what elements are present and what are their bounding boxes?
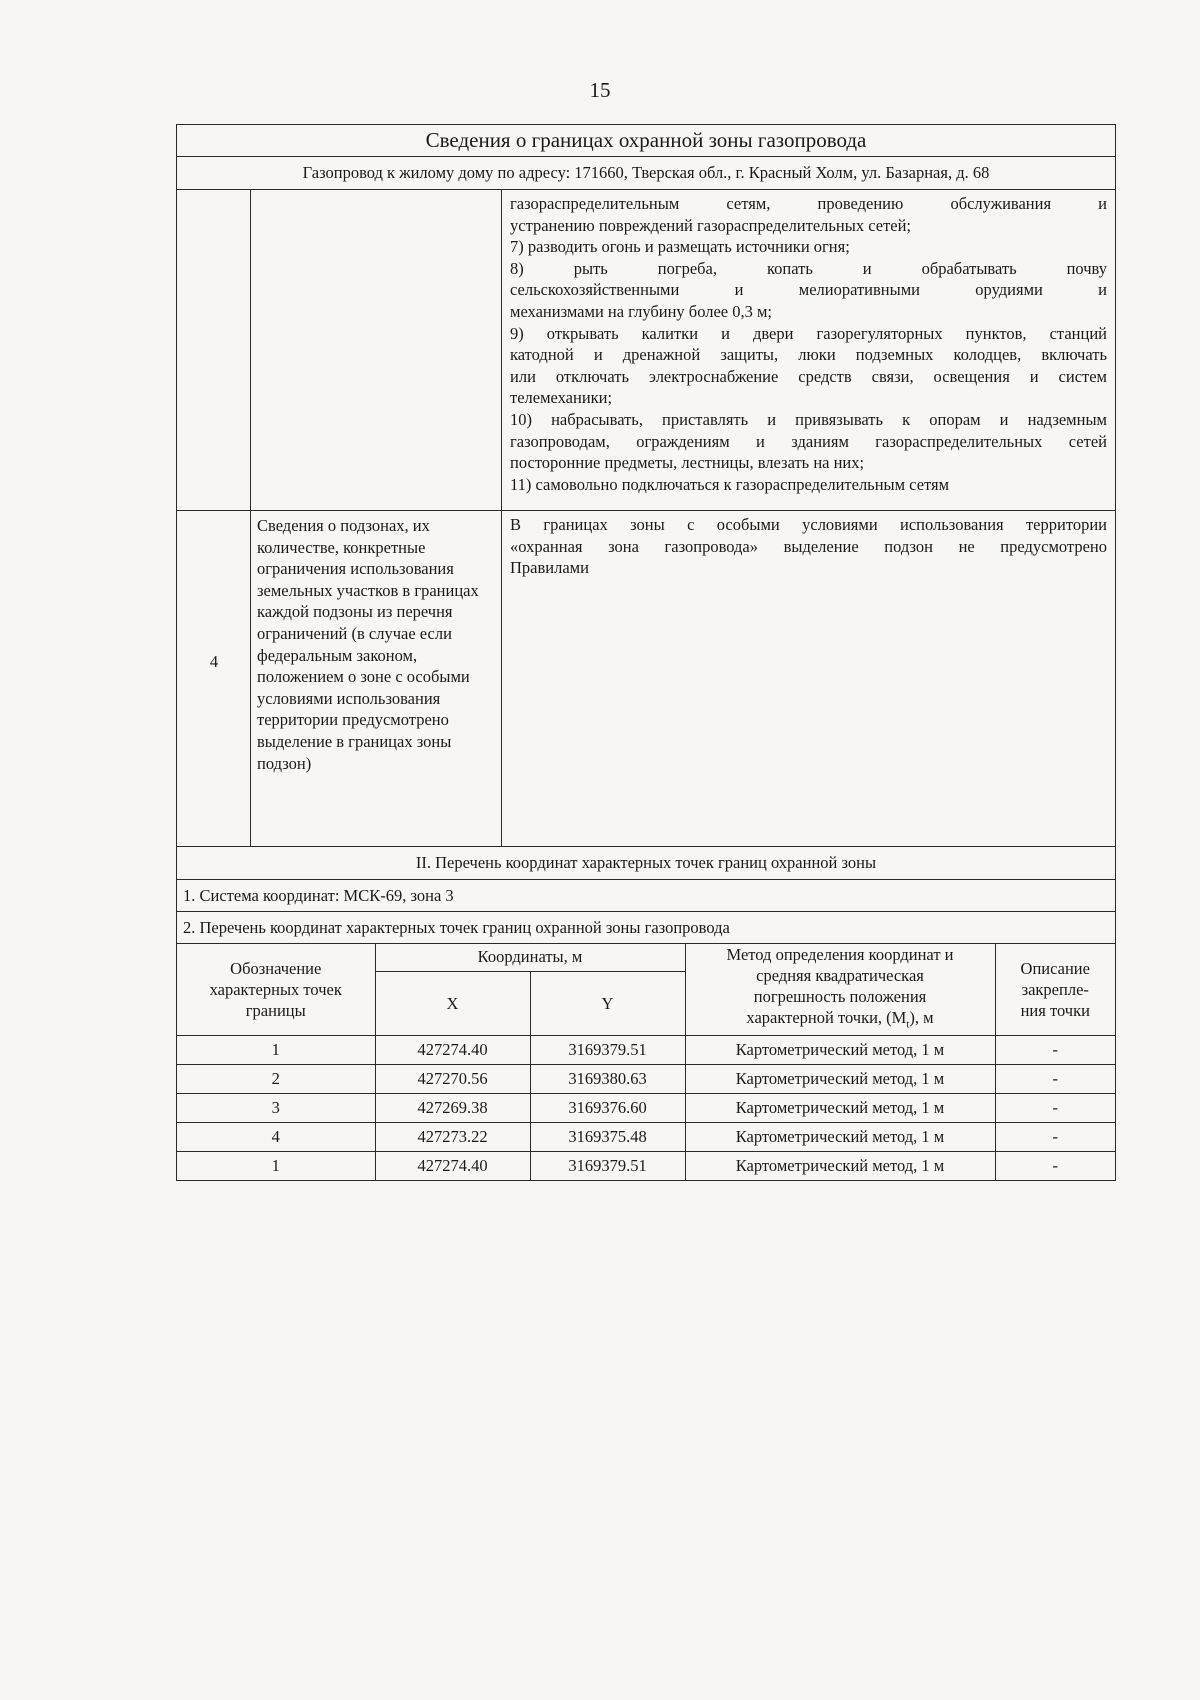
document-title: Сведения о границах охранной зоны газопровода bbox=[177, 125, 1115, 157]
cell-description: - bbox=[995, 1094, 1115, 1123]
coordinates-list-title: 2. Перечень координат характерных точек границ охранной зоны газопровода bbox=[177, 912, 1115, 944]
label-line: перечня ограничений (в bbox=[257, 602, 453, 643]
row-number-cell-empty bbox=[177, 190, 251, 510]
cell-description: - bbox=[995, 1036, 1115, 1065]
label-line: ограничения bbox=[257, 559, 347, 579]
text-line: сельскохозяйственными и мелиоративными орудиями и bbox=[510, 280, 1107, 300]
text-line: 10) набрасывать, приставлять и привязывать к опорам и надземным bbox=[510, 409, 1107, 429]
label-line: участков в границах bbox=[336, 580, 479, 600]
cell-y: 3169380.63 bbox=[530, 1065, 685, 1094]
table-row bbox=[177, 1094, 1115, 1123]
text-line: 9) открывать калитки и двери газорегуляторных пунктов, станций bbox=[510, 323, 1107, 343]
cell-point: 2 bbox=[177, 1065, 375, 1094]
table-row bbox=[177, 1036, 1115, 1065]
section-2-title: II. Перечень координат характерных точек границ охранной зоны bbox=[177, 847, 1115, 880]
subzones-row bbox=[177, 511, 1115, 847]
page-number: 15 bbox=[589, 78, 611, 102]
cell-point: 1 bbox=[177, 1036, 375, 1065]
cell-method: Картометрический метод, 1 м bbox=[685, 1094, 995, 1123]
label-line: количестве, конкретные bbox=[257, 537, 426, 557]
text-line: 8) рыть погреба, копать и обрабатывать почву bbox=[510, 258, 1107, 278]
cell-x: 427274.40 bbox=[375, 1036, 530, 1065]
text-line: 11) самовольно подключаться к газораспределительным сетям bbox=[510, 474, 950, 494]
coordinate-system: 1. Система координат: МСК-69, зона 3 bbox=[177, 880, 1115, 912]
protection-zone-document bbox=[176, 124, 1116, 1181]
label-line: зоне с особыми bbox=[360, 667, 470, 687]
header-method: Метод определения координат и средняя квадратическая погрешность положения характерной точки, $(M_t)$, м bbox=[685, 944, 995, 1036]
label-line: предусмотрено выделение bbox=[257, 710, 449, 751]
text-line: катодной и дренажной защиты, люки подземных колодцев, включать bbox=[510, 345, 1107, 365]
subzones-value bbox=[502, 511, 1115, 846]
cell-x: 427269.38 bbox=[375, 1094, 530, 1123]
cell-y: 3169375.48 bbox=[530, 1123, 685, 1152]
label-line: использования земельных bbox=[257, 559, 454, 600]
header-x: X bbox=[375, 971, 530, 1035]
value-line: Правилами bbox=[510, 558, 589, 578]
text-line: посторонние предметы, лестницы, влезать на них; bbox=[510, 453, 865, 473]
label-line: каждой подзоны из bbox=[257, 602, 393, 622]
subzones-label bbox=[251, 511, 502, 846]
cell-description: - bbox=[995, 1152, 1115, 1181]
cell-method: Картометрический метод, 1 м bbox=[685, 1152, 995, 1181]
cell-description: - bbox=[995, 1065, 1115, 1094]
label-line: случае если федеральным bbox=[257, 623, 452, 665]
cell-x: 427273.22 bbox=[375, 1123, 530, 1152]
label-line: в границах зоны подзон) bbox=[257, 731, 452, 773]
table-row bbox=[177, 1152, 1115, 1181]
cell-point: 3 bbox=[177, 1094, 375, 1123]
row-number-cell bbox=[177, 511, 251, 846]
text-line: газопроводам, ограждениям и зданиям газораспределительных сетей bbox=[510, 431, 1107, 451]
label-line: условиями использования bbox=[257, 688, 441, 708]
header-coordinates: Координаты, м bbox=[375, 944, 685, 971]
cell-method: Картометрический метод, 1 м bbox=[685, 1065, 995, 1094]
text-line: 7) разводить огонь и размещать источники огня; bbox=[510, 237, 850, 257]
coordinates-table bbox=[177, 944, 1115, 1181]
gas-pipeline-address: Газопровод к жилому дому по адресу: 171660, Тверская обл., г. Красный Холм, ул. Базарная, д. 68 bbox=[177, 157, 1115, 190]
header-y: Y bbox=[530, 971, 685, 1035]
cell-y: 3169379.51 bbox=[530, 1036, 685, 1065]
text-line: механизмами на глубину более 0,3 м; bbox=[510, 301, 773, 321]
cell-y: 3169379.51 bbox=[530, 1152, 685, 1181]
row-number: 4 bbox=[209, 652, 219, 671]
cell-x: 427270.56 bbox=[375, 1065, 530, 1094]
restrictions-continued-row bbox=[177, 190, 1115, 511]
restrictions-text bbox=[502, 190, 1115, 510]
row-label-cell-empty bbox=[251, 190, 502, 510]
text-line: или отключать электроснабжение средств связи, освещения и систем bbox=[510, 366, 1107, 386]
header-description: Описание закрепле- ния точки bbox=[995, 944, 1115, 1036]
label-line: территории bbox=[257, 710, 339, 730]
value-line: В границах зоны с особыми условиями использования территории bbox=[510, 515, 1107, 534]
text-line: газораспределительным сетям, проведению обслуживания и bbox=[510, 194, 1107, 213]
text-line: телемеханики; bbox=[510, 388, 613, 408]
cell-point: 4 bbox=[177, 1123, 375, 1152]
label-line: Сведения о подзонах, их bbox=[257, 516, 430, 535]
value-line: «охранная зона газопровода» выделение подзон не предусмотрено bbox=[510, 536, 1107, 556]
cell-method: Картометрический метод, 1 м bbox=[685, 1036, 995, 1065]
table-row bbox=[177, 1123, 1115, 1152]
table-row bbox=[177, 1065, 1115, 1094]
cell-point: 1 bbox=[177, 1152, 375, 1181]
header-designation: Обозначение характерных точек границы bbox=[177, 944, 375, 1036]
cell-method: Картометрический метод, 1 м bbox=[685, 1123, 995, 1152]
label-line: законом, положением о bbox=[257, 645, 418, 687]
cell-description: - bbox=[995, 1123, 1115, 1152]
cell-x: 427274.40 bbox=[375, 1152, 530, 1181]
text-line: устранению повреждений газораспределительных сетей; bbox=[510, 215, 912, 235]
cell-y: 3169376.60 bbox=[530, 1094, 685, 1123]
